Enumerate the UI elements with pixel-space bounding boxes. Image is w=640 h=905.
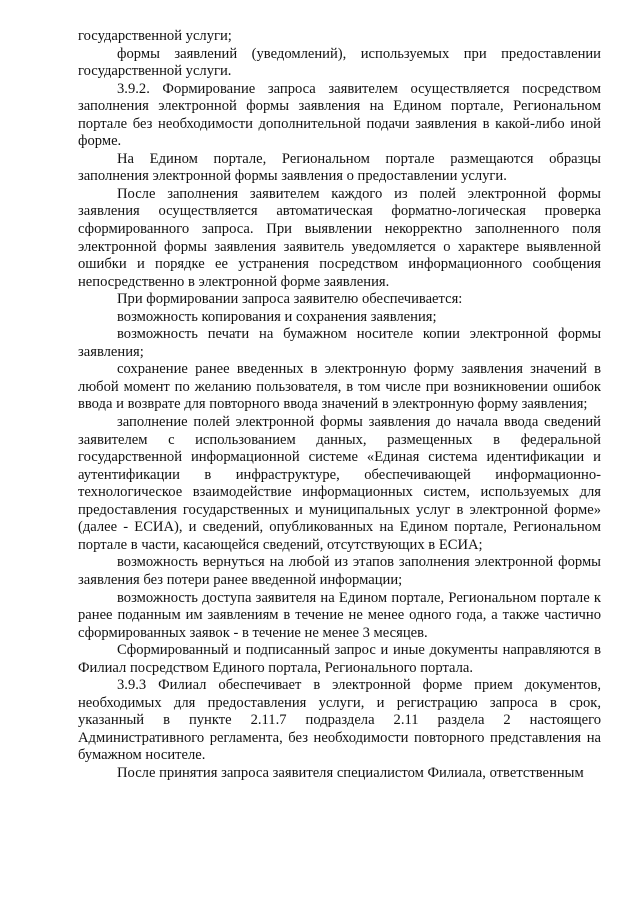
paragraph: На Едином портале, Региональном портале размещаются образцы заполнения электронной формы заявления о предоставлении услуги. bbox=[78, 150, 601, 185]
paragraph: Сформированный и подписанный запрос и иные документы направляются в Филиал посредством Единого портала, Регионального портала. bbox=[78, 642, 601, 676]
paragraph: 3.9.3 Филиал обеспечивает в электронной форме прием документов, необходимых для предоставления услуги, и регистрацию запроса в срок, указанный в пункте 2.11.7 подраздела 2.11 раздела 2 настоящего Административного регламента, без необходимости повторного представления на бумажном носителе. bbox=[78, 677, 601, 764]
paragraph: формы заявлений (уведомлений), используемых при предоставлении государственной услуги. bbox=[78, 45, 601, 80]
paragraph: государственной услуги; bbox=[78, 28, 232, 44]
paragraph: возможность печати на бумажном носителе копии электронной формы заявления; bbox=[78, 326, 601, 360]
paragraph: заполнение полей электронной формы заявления до начала ввода сведений заявителем с использованием данных, размещенных в федеральной государственной информационной системе «Единая система идентификации и аутентификации в инфраструктуре, обеспечивающей информационно-технологическое взаимодействие информационных систем, используемых для предоставления государственных и муниципальных услуг в электронной форме» (далее - ЕСИА), и сведений, опубликованных на Едином портале, Региональном портале в части, касающейся сведений, отсутствующих в ЕСИА; bbox=[78, 414, 601, 553]
paragraph: При формировании запроса заявителю обеспечивается: bbox=[117, 291, 463, 308]
paragraph: 3.9.2. Формирование запроса заявителем осуществляется посредством заполнения электронной формы заявления на Едином портале, Региональном портале без необходимости дополнительной подачи заявления в какой-либо иной форме. bbox=[78, 80, 601, 150]
paragraph: После принятия запроса заявителя специалистом Филиала, ответственным bbox=[117, 764, 584, 781]
paragraph: сохранение ранее введенных в электронную форму заявления значений в любой момент по желанию пользователя, в том числе при возникновении ошибок ввода и возврате для повторного ввода значений в электронную форму заявления; bbox=[78, 361, 601, 413]
paragraph: возможность копирования и сохранения заявления; bbox=[117, 308, 437, 325]
document-body bbox=[78, 28, 601, 783]
paragraph: возможность доступа заявителя на Едином портале, Региональном портале к ранее поданным им заявлениям в течение не менее одного года, а также частично сформированных заявок - в течение не менее 3 месяцев. bbox=[78, 589, 601, 641]
paragraph: После заполнения заявителем каждого из полей электронной формы заявления осуществляется автоматическая форматно-логическая проверка сформированного запроса. При выявлении некорректно заполненного поля электронной формы заявления заявитель уведомляется о характере выявленной ошибки и порядке ее устранения посредством информационного сообщения непосредственно в электронной форме заявления. bbox=[78, 185, 601, 290]
paragraph: возможность вернуться на любой из этапов заполнения электронной формы заявления без потери ранее введенной информации; bbox=[78, 554, 601, 588]
